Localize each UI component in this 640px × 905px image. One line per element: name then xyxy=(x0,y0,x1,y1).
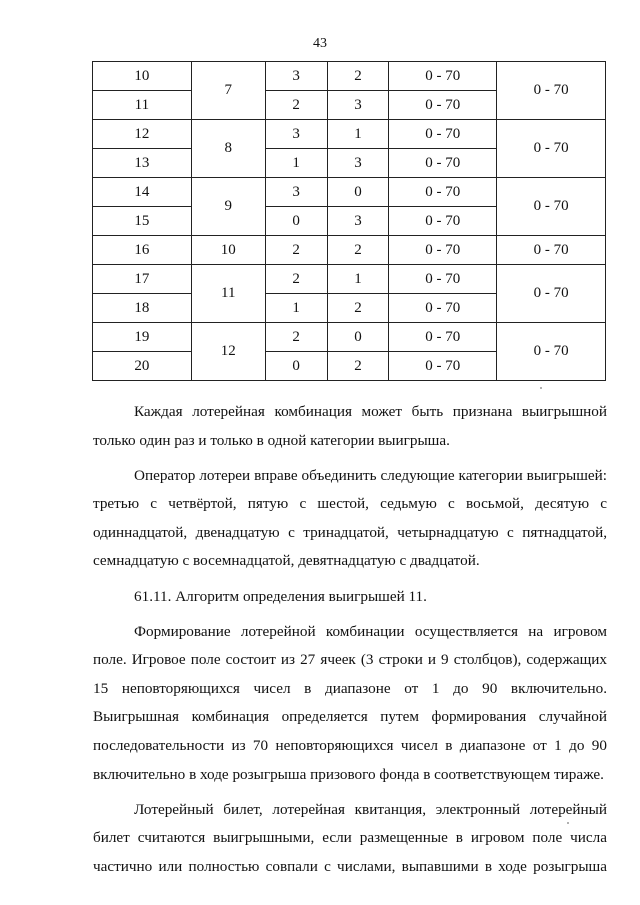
paragraph-merge-categories: Оператор лотереи вправе объединить следующие категории выигрышей: третью с четвёртой, пятую с шестой, седьмую с восьмой, десятую с одиннадцатой, двенадцатую с тринадцатой, четырнадцатую с пятнадцатой, семнадцатую с восемнадцатой, девятнадцатую с двадцатой. xyxy=(93,466,607,570)
cell-range: 0 - 70 xyxy=(389,178,497,207)
cell-count-b: 2 xyxy=(327,62,389,91)
cell-count-a: 2 xyxy=(265,91,327,120)
cell-combination-number: 14 xyxy=(93,178,192,207)
cell-merged-value: 10 xyxy=(191,236,265,265)
cell-combination-number: 20 xyxy=(93,352,192,381)
table-row xyxy=(93,178,606,207)
cell-range: 0 - 70 xyxy=(389,120,497,149)
cell-count-a: 1 xyxy=(265,294,327,323)
cell-count-a: 3 xyxy=(265,62,327,91)
cell-merged-value: 12 xyxy=(191,323,265,381)
table-row xyxy=(93,265,606,294)
cell-count-b: 2 xyxy=(327,236,389,265)
cell-count-a: 2 xyxy=(265,323,327,352)
cell-merged-range: 0 - 70 xyxy=(497,265,606,323)
cell-count-b: 3 xyxy=(327,149,389,178)
table-row xyxy=(93,323,606,352)
table-row xyxy=(93,62,606,91)
cell-merged-range: 0 - 70 xyxy=(497,323,606,381)
cell-range: 0 - 70 xyxy=(389,265,497,294)
cell-merged-value: 11 xyxy=(191,265,265,323)
cell-count-b: 0 xyxy=(327,178,389,207)
cell-count-a: 3 xyxy=(265,178,327,207)
cell-combination-number: 10 xyxy=(93,62,192,91)
cell-merged-value: 9 xyxy=(191,178,265,236)
results-table-body xyxy=(93,62,606,381)
table-row xyxy=(93,236,606,265)
cell-combination-number: 15 xyxy=(93,207,192,236)
cell-count-a: 0 xyxy=(265,352,327,381)
cell-count-b: 1 xyxy=(327,120,389,149)
cell-combination-number: 11 xyxy=(93,91,192,120)
cell-count-a: 2 xyxy=(265,265,327,294)
cell-combination-number: 12 xyxy=(93,120,192,149)
cell-combination-number: 13 xyxy=(93,149,192,178)
results-table xyxy=(92,61,606,381)
cell-merged-value: 8 xyxy=(191,120,265,178)
cell-range: 0 - 70 xyxy=(389,62,497,91)
cell-range: 0 - 70 xyxy=(389,207,497,236)
cell-count-b: 2 xyxy=(327,294,389,323)
cell-merged-value: 7 xyxy=(191,62,265,120)
cell-combination-number: 19 xyxy=(93,323,192,352)
scan-speck xyxy=(567,822,569,824)
cell-combination-number: 18 xyxy=(93,294,192,323)
cell-count-b: 3 xyxy=(327,91,389,120)
cell-count-a: 0 xyxy=(265,207,327,236)
page-number: 43 xyxy=(313,36,327,51)
cell-count-a: 2 xyxy=(265,236,327,265)
paragraph-winning-ticket: Лотерейный билет, лотерейная квитанция, электронный лотерейный билет считаются выигрышными, если размещенные в игровом поле числа частично или полностью совпали с числами, выпавшими в ходе розыгрыша xyxy=(93,800,607,875)
cell-count-b: 1 xyxy=(327,265,389,294)
cell-range: 0 - 70 xyxy=(389,236,497,265)
cell-count-b: 0 xyxy=(327,323,389,352)
cell-count-b: 2 xyxy=(327,352,389,381)
paragraph-game-field: Формирование лотерейной комбинации осуществляется на игровом поле. Игровое поле состоит из 27 ячеек (3 строки и 9 столбцов), содержащих 15 неповторяющихся чисел в диапазоне от 1 до 90 включительно. Выигрышная комбинация определяется путем формирования случайной последовательности из 70 неповторяющихся чисел в диапазоне от 1 до 90 включительно в ходе розыгрыша призового фонда в соответствующем тираже. xyxy=(93,622,607,783)
scan-speck xyxy=(540,387,542,389)
cell-merged-range: 0 - 70 xyxy=(497,236,606,265)
cell-merged-range: 0 - 70 xyxy=(497,178,606,236)
cell-range: 0 - 70 xyxy=(389,149,497,178)
cell-combination-number: 16 xyxy=(93,236,192,265)
cell-count-a: 3 xyxy=(265,120,327,149)
cell-range: 0 - 70 xyxy=(389,91,497,120)
table-row xyxy=(93,120,606,149)
cell-range: 0 - 70 xyxy=(389,294,497,323)
cell-merged-range: 0 - 70 xyxy=(497,62,606,120)
cell-merged-range: 0 - 70 xyxy=(497,120,606,178)
cell-range: 0 - 70 xyxy=(389,323,497,352)
cell-combination-number: 17 xyxy=(93,265,192,294)
paragraph-single-win: Каждая лотерейная комбинация может быть признана выигрышной только один раз и только в одной категории выигрыша. xyxy=(93,403,607,449)
body-text xyxy=(93,398,607,882)
section-heading-61-11: 61.11. Алгоритм определения выигрышей 11. xyxy=(134,587,427,605)
cell-count-b: 3 xyxy=(327,207,389,236)
cell-count-a: 1 xyxy=(265,149,327,178)
cell-range: 0 - 70 xyxy=(389,352,497,381)
